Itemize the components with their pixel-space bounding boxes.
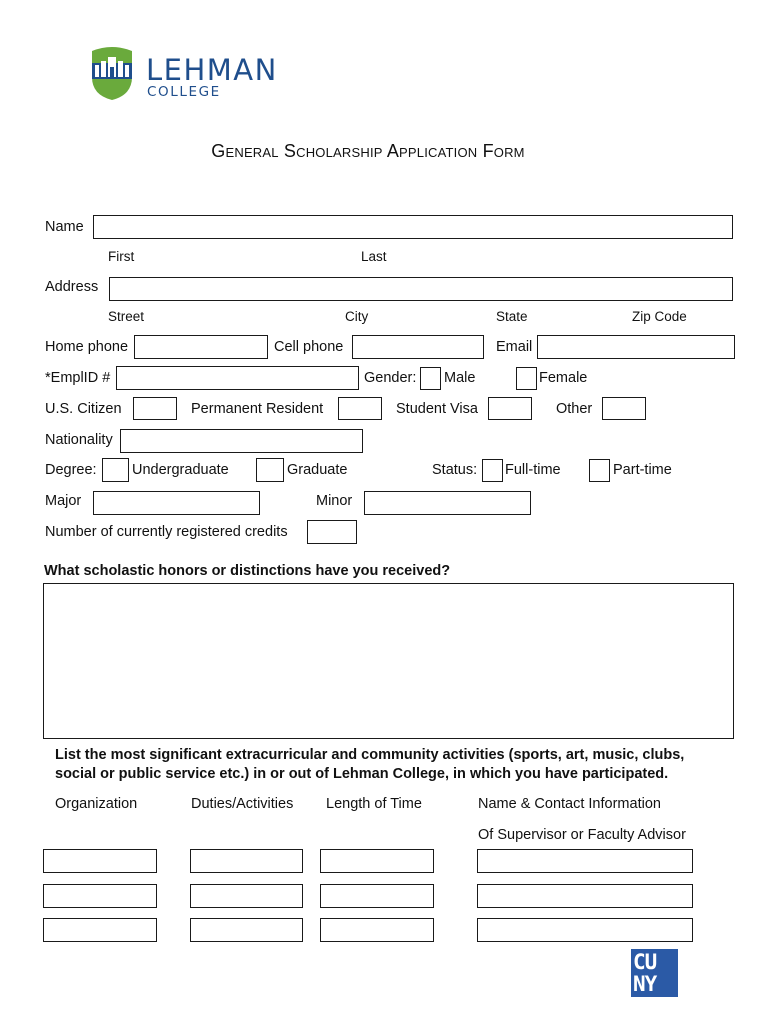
activity-organization-input[interactable] — [43, 884, 157, 908]
city-label: City — [345, 309, 369, 324]
last-label: Last — [361, 249, 387, 264]
credits-input[interactable] — [307, 520, 357, 544]
column-organization: Organization — [55, 796, 138, 812]
cell-phone-label: Cell phone — [274, 339, 344, 355]
other-checkbox[interactable] — [602, 397, 646, 420]
first-label: First — [108, 249, 135, 264]
status-label: Status: — [432, 462, 478, 478]
permanent-resident-checkbox[interactable] — [338, 397, 382, 420]
honors-textarea[interactable] — [43, 583, 734, 739]
street-label: Street — [108, 309, 145, 324]
female-checkbox[interactable] — [516, 367, 537, 390]
activity-contact-input[interactable] — [477, 884, 693, 908]
graduate-checkbox[interactable] — [256, 458, 284, 482]
us-citizen-label: U.S. Citizen — [45, 401, 122, 417]
male-label: Male — [444, 370, 476, 386]
activity-duties-input[interactable] — [190, 849, 303, 873]
cuny-logo-line2: NY — [633, 972, 657, 996]
student-visa-checkbox[interactable] — [488, 397, 532, 420]
minor-input[interactable] — [364, 491, 531, 515]
activities-instruction-line1: List the most significant extracurricular and community activities (sports, art, music, clubs, — [55, 747, 685, 763]
activity-length-input[interactable] — [320, 884, 434, 908]
honors-question: What scholastic honors or distinctions have you received? — [44, 563, 451, 579]
lehman-shield-icon — [91, 45, 133, 101]
address-input[interactable] — [109, 277, 733, 301]
logo-wordmark: LEHMAN — [146, 53, 278, 87]
column-length: Length of Time — [326, 796, 422, 812]
activity-length-input[interactable] — [320, 918, 434, 942]
activity-organization-input[interactable] — [43, 849, 157, 873]
column-contact: Name & Contact Information — [478, 796, 661, 812]
name-input[interactable] — [93, 215, 733, 239]
page-title: General Scholarship Application Form — [211, 141, 525, 161]
female-label: Female — [539, 370, 588, 386]
major-label: Major — [45, 493, 82, 509]
zip-label: Zip Code — [632, 309, 687, 324]
student-visa-label: Student Visa — [396, 401, 478, 417]
activity-contact-input[interactable] — [477, 918, 693, 942]
part-time-label: Part-time — [613, 462, 672, 478]
column-duties: Duties/Activities — [191, 796, 294, 812]
activity-length-input[interactable] — [320, 849, 434, 873]
other-label: Other — [556, 401, 593, 417]
full-time-checkbox[interactable] — [482, 459, 503, 482]
cuny-logo — [631, 949, 678, 997]
part-time-checkbox[interactable] — [589, 459, 610, 482]
home-phone-label: Home phone — [45, 339, 129, 355]
activity-duties-input[interactable] — [190, 918, 303, 942]
emplid-input[interactable] — [116, 366, 359, 390]
gender-label: Gender: — [364, 370, 417, 386]
cell-phone-input[interactable] — [352, 335, 484, 359]
activity-contact-input[interactable] — [477, 849, 693, 873]
major-input[interactable] — [93, 491, 260, 515]
credits-label: Number of currently registered credits — [45, 524, 288, 540]
state-label: State — [496, 309, 528, 324]
us-citizen-checkbox[interactable] — [133, 397, 177, 420]
graduate-label: Graduate — [287, 462, 348, 478]
activities-instruction-line2: social or public service etc.) in or out of Lehman College, in which you have participated. — [55, 766, 669, 782]
undergraduate-label: Undergraduate — [132, 462, 229, 478]
permanent-resident-label: Permanent Resident — [191, 401, 324, 417]
activity-organization-input[interactable] — [43, 918, 157, 942]
cuny-logo-line1: CU — [633, 950, 657, 974]
email-input[interactable] — [537, 335, 735, 359]
email-label: Email — [496, 339, 533, 355]
logo-subtitle: COLLEGE — [147, 84, 221, 100]
male-checkbox[interactable] — [420, 367, 441, 390]
degree-label: Degree: — [45, 462, 97, 478]
name-label: Name — [45, 219, 84, 235]
undergraduate-checkbox[interactable] — [102, 458, 129, 482]
column-contact-line2: Of Supervisor or Faculty Advisor — [478, 827, 686, 843]
activity-duties-input[interactable] — [190, 884, 303, 908]
home-phone-input[interactable] — [134, 335, 268, 359]
address-label: Address — [45, 279, 99, 295]
nationality-label: Nationality — [45, 432, 113, 448]
minor-label: Minor — [316, 493, 353, 509]
nationality-input[interactable] — [120, 429, 363, 453]
full-time-label: Full-time — [505, 462, 561, 478]
emplid-label: *EmplID # — [45, 370, 111, 386]
